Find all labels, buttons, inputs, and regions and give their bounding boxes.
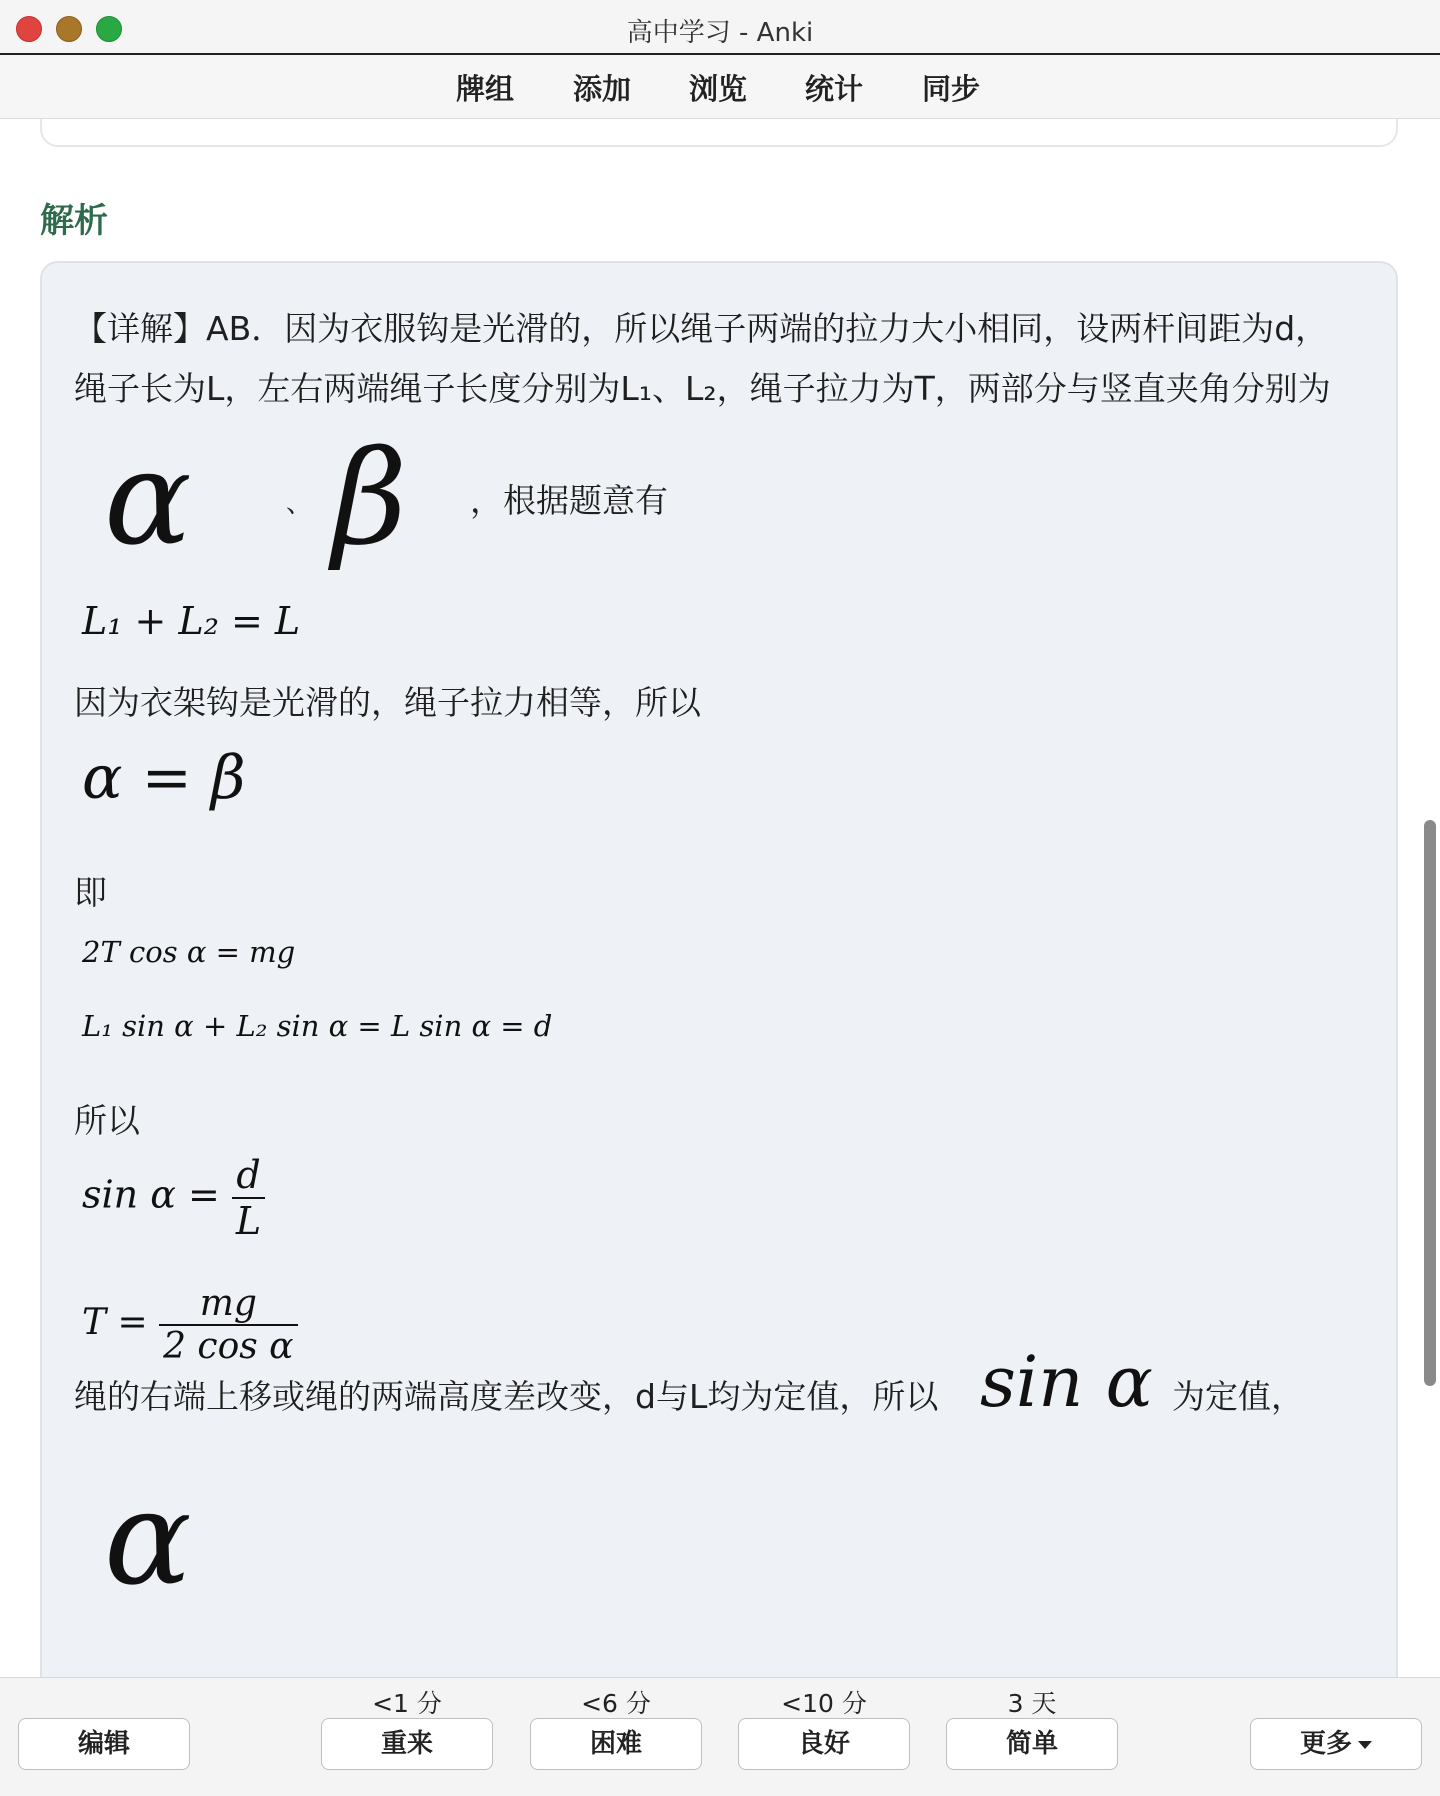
- toolbar-sync[interactable]: 同步: [922, 72, 981, 106]
- answer-bar: [0, 1677, 1440, 1796]
- partial-alpha-symbol: α: [104, 1462, 192, 1614]
- window-title: 高中学习 - Anki: [626, 18, 814, 48]
- interval-again: <1 分: [372, 1689, 442, 1718]
- explanation-card: [40, 261, 1398, 1677]
- toolbar-stats[interactable]: 统计: [805, 72, 864, 106]
- alpha-symbol: α: [104, 422, 192, 574]
- word-ji: 即: [74, 873, 107, 912]
- explanation-line-2: 绳子长为L，左右两端绳子长度分别为L₁、L₂，绳子拉力为T，两部分与竖直夹角分别为: [74, 369, 1331, 408]
- interval-good: <10 分: [781, 1689, 867, 1718]
- equation-t-left: T =: [82, 1302, 148, 1343]
- explanation-line-4-tail: 为定值，: [1172, 1377, 1304, 1416]
- equation-sine-sum: L₁ sin α + L₂ sin α = L sin α = d: [82, 1009, 553, 1043]
- main-toolbar: [0, 55, 1440, 119]
- inline-sin-alpha: sin α: [980, 1341, 1153, 1423]
- beta-symbol: β: [332, 422, 408, 574]
- explanation-line-4: 绳的右端上移或绳的两端高度差改变，d与L均为定值，所以: [74, 1377, 939, 1416]
- separator-mark: 、: [286, 489, 313, 519]
- fraction-denominator-l: L: [235, 1199, 262, 1243]
- equation-t-value: [82, 1283, 298, 1367]
- explanation-line-3: 因为衣架钩是光滑的，绳子拉力相等，所以: [74, 683, 701, 722]
- fraction-numerator-mg: mg: [159, 1283, 297, 1326]
- interval-easy: 3 天: [1007, 1689, 1057, 1718]
- fraction-denominator-2cos: 2 cos α: [163, 1326, 294, 1367]
- previous-card-box: [40, 119, 1398, 147]
- equation-tension: 2T cos α = mg: [82, 935, 296, 969]
- explanation-after-greek: ，根据题意有: [470, 481, 668, 520]
- chevron-down-icon: [1358, 1741, 1372, 1749]
- toolbar-decks[interactable]: 牌组: [456, 72, 515, 106]
- explanation-line-1: 【详解】AB．因为衣服钩是光滑的，所以绳子两端的拉力大小相同，设两杆间距为d，: [74, 309, 1329, 348]
- more-button[interactable]: [1250, 1718, 1422, 1770]
- word-suoyi: 所以: [74, 1101, 140, 1140]
- again-button[interactable]: 重来: [321, 1718, 493, 1770]
- title-bar: [0, 0, 1440, 55]
- equation-sin-alpha-left: sin α =: [82, 1172, 220, 1217]
- easy-button[interactable]: 简单: [946, 1718, 1118, 1770]
- hard-button[interactable]: 困难: [530, 1718, 702, 1770]
- equation-length-sum: L₁ + L₂ = L: [82, 599, 301, 643]
- interval-hard: <6 分: [581, 1689, 651, 1718]
- vertical-scrollbar[interactable]: [1424, 820, 1436, 1386]
- fraction-numerator-d: d: [232, 1153, 265, 1199]
- more-button-label: 更多: [1299, 1729, 1352, 1759]
- equation-angles-equal: α = β: [82, 743, 246, 813]
- toolbar-add[interactable]: 添加: [573, 72, 632, 106]
- card-content-area[interactable]: [0, 119, 1440, 1677]
- good-button[interactable]: 良好: [738, 1718, 910, 1770]
- edit-button[interactable]: 编辑: [18, 1718, 190, 1770]
- section-title: 解析: [40, 201, 108, 241]
- toolbar-browse[interactable]: 浏览: [689, 72, 748, 106]
- fraction-mg-over-2cos: [159, 1283, 297, 1367]
- equation-sin-alpha: [82, 1153, 265, 1243]
- fraction-d-over-l: [232, 1153, 265, 1243]
